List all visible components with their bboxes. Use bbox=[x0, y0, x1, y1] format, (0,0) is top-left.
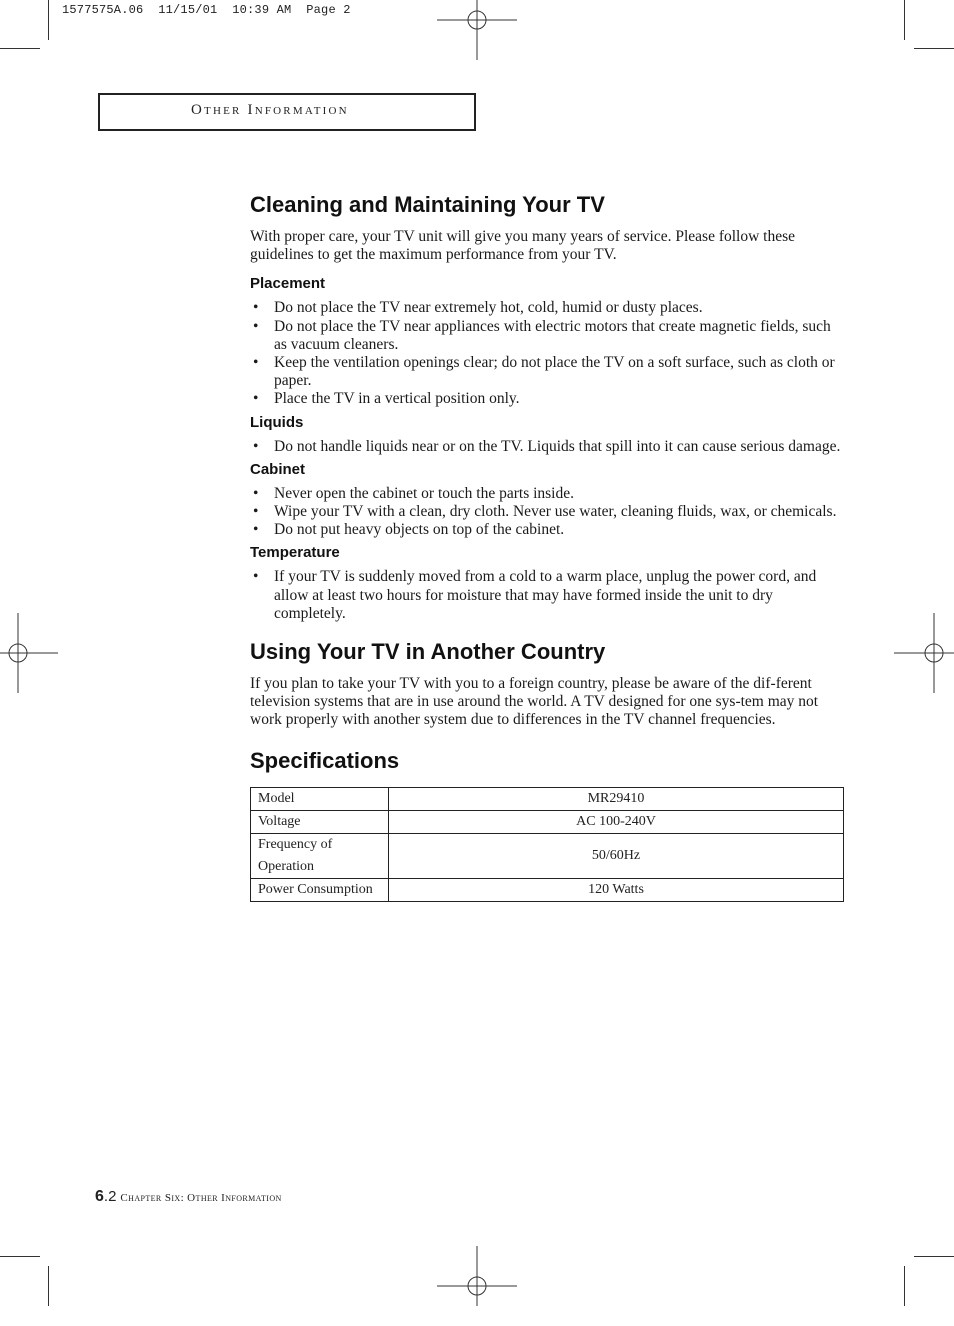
section-header-title: Other Information bbox=[191, 102, 349, 118]
cleaning-title: Cleaning and Maintaining Your TV bbox=[250, 192, 605, 217]
registration-mark-bottom bbox=[437, 1246, 517, 1326]
list-item: • Never open the cabinet or touch the parts inside. bbox=[250, 485, 844, 503]
spec-value: MR29410 bbox=[389, 787, 844, 810]
table-row bbox=[251, 787, 844, 810]
registration-mark-top bbox=[437, 0, 517, 60]
list-item: • Keep the ventilation openings clear; do not place the TV on a soft surface, such as cloth or paper. bbox=[250, 354, 844, 390]
spec-key: Voltage bbox=[251, 810, 389, 833]
temperature-list bbox=[250, 568, 844, 623]
page-footer bbox=[95, 1188, 282, 1206]
placement-list bbox=[250, 299, 844, 408]
liquids-heading: Liquids bbox=[250, 413, 304, 431]
cabinet-list bbox=[250, 485, 844, 540]
placement-heading: Placement bbox=[250, 275, 326, 293]
cabinet-heading: Cabinet bbox=[250, 460, 306, 478]
specs-title: Specifications bbox=[250, 747, 400, 773]
page-number bbox=[95, 1188, 116, 1205]
spec-key: Power Consumption bbox=[251, 878, 389, 901]
country-body: If you plan to take your TV with you to a foreign country, please be aware of the dif-ferent television systems that are in use around the world. A TV designed for one sys-tem may not work properly with another system due to differences in the TV channel frequencies. bbox=[250, 675, 819, 729]
list-item: • Do not place the TV near appliances with electric motors that create magnetic fields, such as vacuum cleaners. bbox=[250, 318, 844, 354]
list-item: • Do not handle liquids near or on the TV. Liquids that spill into it can cause serious damage. bbox=[250, 438, 844, 456]
list-item: • If your TV is suddenly moved from a cold to a warm place, unplug the power cord, and allow at least two hours for moisture that may have formed inside the unit to dry completely. bbox=[250, 568, 844, 623]
liquids-list bbox=[250, 438, 844, 456]
spec-key: Frequency of Operation bbox=[251, 833, 389, 878]
table-row bbox=[251, 878, 844, 901]
specs-table bbox=[250, 787, 844, 902]
main-content bbox=[250, 190, 844, 902]
registration-mark-right bbox=[894, 613, 954, 693]
temperature-heading: Temperature bbox=[250, 544, 340, 562]
page-number-minor: .2 bbox=[103, 1188, 117, 1205]
section-header-box bbox=[98, 93, 476, 131]
spec-value: 120 Watts bbox=[389, 878, 844, 901]
print-slug: 1577575A.06 11/15/01 10:39 AM Page 2 bbox=[62, 3, 351, 17]
list-item: • Place the TV in a vertical position only. bbox=[250, 390, 844, 408]
page-number-major: 6 bbox=[95, 1188, 104, 1205]
table-row bbox=[251, 833, 844, 878]
list-item: • Do not place the TV near extremely hot, cold, humid or dusty places. bbox=[250, 299, 844, 317]
list-item: • Do not put heavy objects on top of the cabinet. bbox=[250, 521, 844, 539]
chapter-label: Chapter Six: Other Information bbox=[120, 1192, 282, 1204]
list-item: • Wipe your TV with a clean, dry cloth. Never use water, cleaning fluids, wax, or chemicals. bbox=[250, 503, 844, 521]
cleaning-intro: With proper care, your TV unit will give you many years of service. Please follow these guidelines to get the maximum performance from your TV. bbox=[250, 228, 796, 264]
spec-value: 50/60Hz bbox=[389, 833, 844, 878]
registration-mark-left bbox=[0, 613, 58, 693]
spec-key: Model bbox=[251, 787, 389, 810]
table-row bbox=[251, 810, 844, 833]
spec-value: AC 100-240V bbox=[389, 810, 844, 833]
country-title: Using Your TV in Another Country bbox=[250, 639, 606, 665]
